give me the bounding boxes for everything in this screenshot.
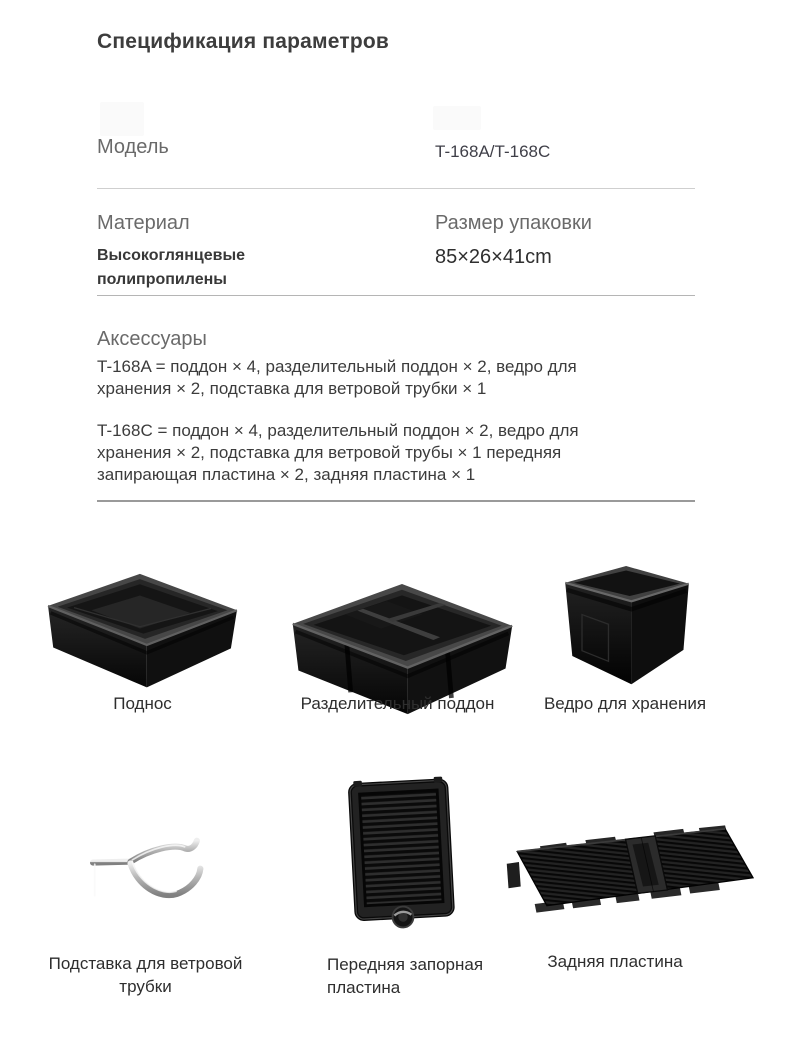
divider	[97, 295, 695, 296]
part-caption-tray: Поднос	[113, 694, 172, 713]
storage-bucket-icon	[552, 556, 702, 689]
wind-pipe-stand-icon	[78, 832, 218, 910]
tray-icon	[30, 560, 255, 690]
rear-plate-icon	[505, 820, 767, 930]
package-size-label: Размер упаковки	[435, 212, 592, 234]
accessories-label: Аксессуары	[97, 328, 207, 350]
part-caption-rear-plate: Задняя пластина	[547, 952, 683, 971]
material-label: Материал	[97, 212, 190, 234]
package-size-value: 85×26×41cm	[435, 246, 552, 268]
page-title: Спецификация параметров	[97, 30, 389, 53]
part-caption-front-locking-plate: Передняя запорная пластина	[327, 955, 484, 997]
model-value: T-168A/T-168C	[435, 142, 551, 161]
watermark-ghost	[100, 102, 144, 136]
accessories-t168c: T-168C = поддон × 4, разделительный поддон × 2, ведро для хранения × 2, подставка для ветровой трубы × 1 передняя запирающая пластина × 2, задняя пластина × 1	[97, 421, 579, 484]
front-locking-plate-icon	[340, 774, 468, 936]
model-label: Модель	[97, 136, 169, 158]
divider-tray-icon	[288, 565, 516, 695]
watermark-ghost	[433, 106, 481, 130]
divider	[97, 188, 695, 189]
material-value: Высокоглянцевые полипропилены	[97, 247, 246, 288]
part-caption-divider-tray: Разделительный поддон	[300, 694, 495, 713]
accessories-t168a: T-168A = поддон × 4, разделительный поддон × 2, ведро для хранения × 2, подставка для ветровой трубки × 1	[97, 357, 577, 398]
divider	[97, 500, 695, 502]
part-caption-wind-pipe-stand: Подставка для ветровой трубки	[48, 954, 243, 996]
part-caption-storage-bucket: Ведро для хранения	[543, 694, 707, 713]
